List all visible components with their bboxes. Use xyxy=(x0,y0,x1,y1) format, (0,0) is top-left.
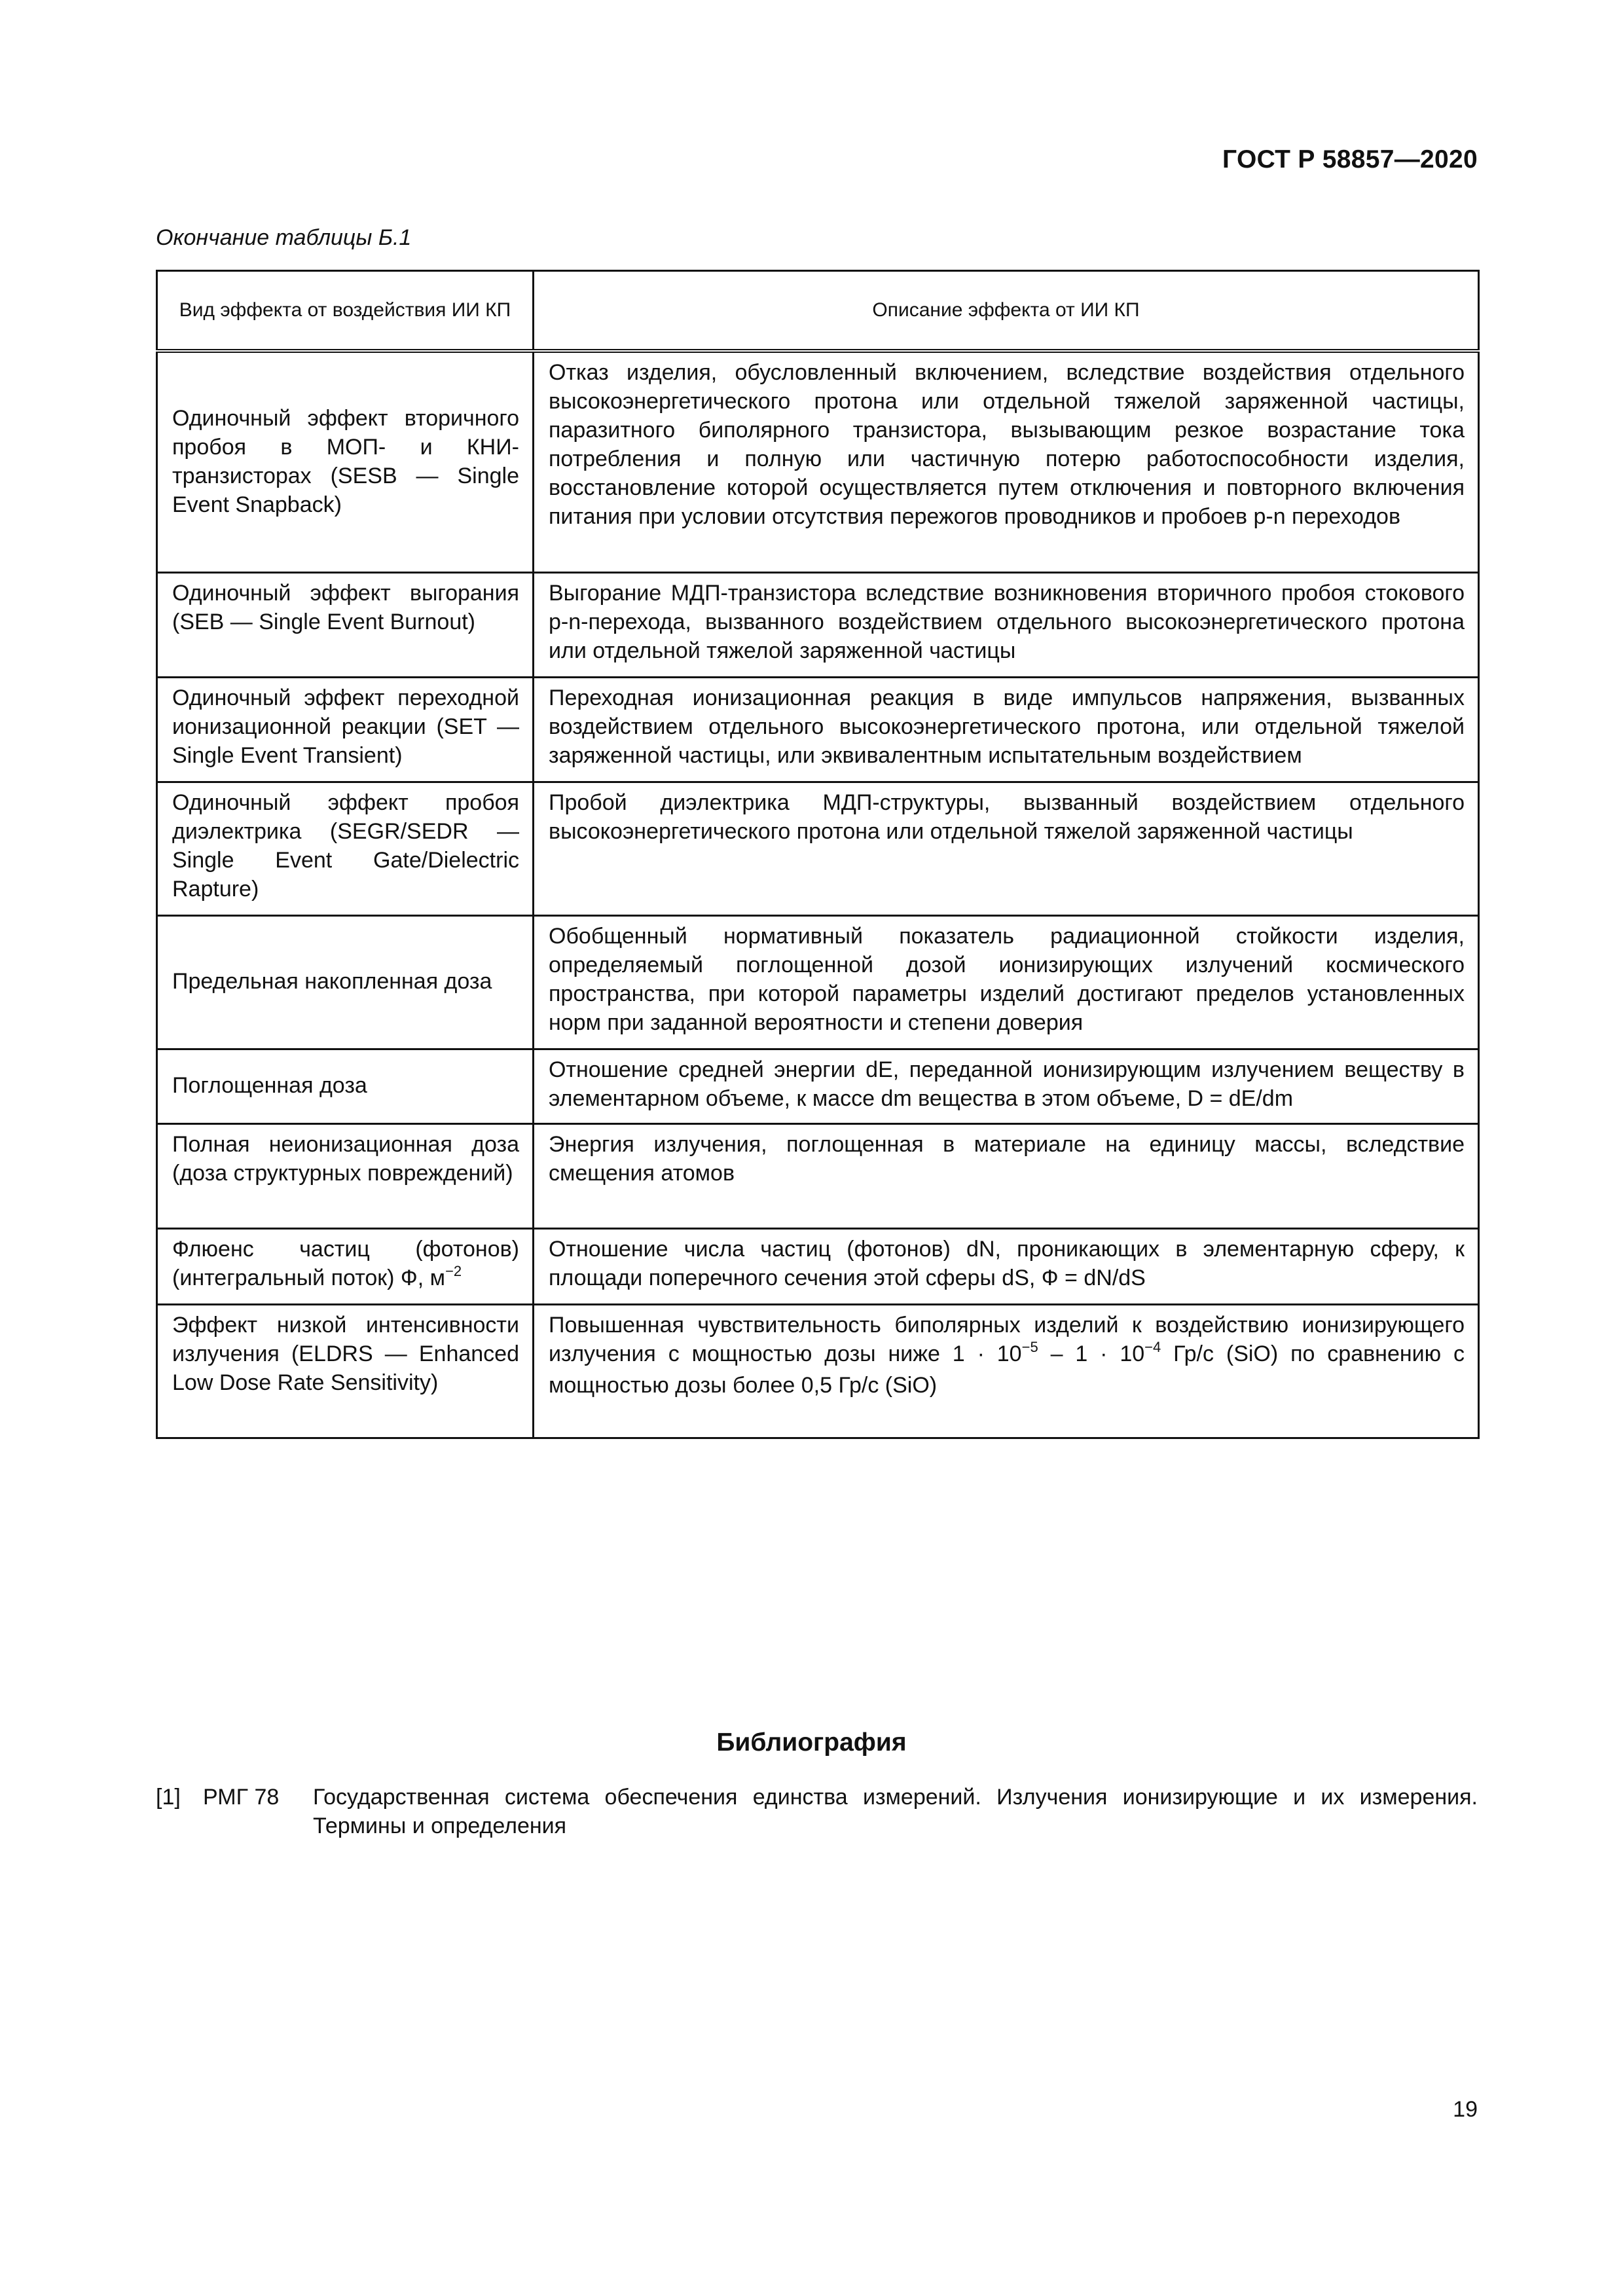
effect-description-cell xyxy=(534,1304,1479,1438)
effect-term-cell xyxy=(157,1228,534,1304)
effect-description: Отношение числа частиц (фотонов) dN, проникающих в элементарную сферу, к площади поперечного сечения этой сферы dS, Ф = dN/dS xyxy=(534,1228,1479,1304)
bibliography-entry xyxy=(156,1783,1478,1840)
table-row xyxy=(157,1123,1479,1228)
table-row xyxy=(157,782,1479,915)
table-row xyxy=(157,572,1479,677)
effect-term: Флюенс частиц (фотонов) (интегральный поток) Ф, м xyxy=(172,1236,519,1290)
effect-description-end: Гр/с (SiO) по сравнению с мощностью дозы более 0,5 Гр/с (SiO) xyxy=(549,1341,1465,1398)
effect-term: Одиночный эффект переходной ионизационной реакции (SET — Single Event Transient) xyxy=(157,677,534,782)
bibliography-title: Библиография xyxy=(716,1728,907,1757)
effect-description: Повышенная чувствительность биполярных изделий к воздействию ионизирующего излучения с мощностью дозы ниже 1 · 10 xyxy=(549,1312,1465,1366)
effect-description: Отказ изделия, обусловленный включением, вследствие воздействия отдельного высокоэнергетического протона или отдельной тяжелой заряженной частицы, паразитного биполярного транзистора, вызывающим резкое возрастание тока потребления и полную или частичную потерю работоспособности изделия, восстановление которой осуществляется путем отключения и повторного включения питания при условии отсутствия пережогов проводников и пробоев p-n переходов xyxy=(534,351,1479,572)
column-header-description: Описание эффекта от ИИ КП xyxy=(534,271,1479,352)
effect-term: Одиночный эффект вторичного пробоя в МОП- и КНИ-транзисторах (SESB — Single Event Snapback) xyxy=(157,351,534,572)
table-header-row xyxy=(157,271,1479,352)
effect-description: Обобщенный нормативный показатель радиационной стойкости изделия, определяемый поглощенной дозой ионизирующих излучений космического пространства, при которой параметры изделий достигают пределов установленных норм при заданной вероятности и степени доверия xyxy=(534,915,1479,1049)
reference-number: [1] xyxy=(156,1785,181,1810)
reference-document: РМГ 78 xyxy=(203,1785,280,1810)
effect-description: Энергия излучения, поглощенная в материале на единицу массы, вследствие смещения атомов xyxy=(534,1123,1479,1228)
exponent: −4 xyxy=(1144,1338,1161,1355)
table-row xyxy=(157,351,1479,572)
effect-description: Переходная ионизационная реакция в виде импульсов напряжения, вызванных воздействием отдельного высокоэнергетического протона, или отдельной тяжелой заряженной частицы, или эквивалентным испытательным воздействием xyxy=(534,677,1479,782)
reference-title: Государственная система обеспечения единства измерений. Излучения ионизирующие и их измерения. Термины и определения xyxy=(313,1785,1478,1838)
effect-term: Полная неионизационная доза (доза структурных повреждений) xyxy=(157,1123,534,1228)
effect-term: Одиночный эффект выгорания (SEB — Single Event Burnout) xyxy=(157,572,534,677)
effect-term: Предельная накопленная доза xyxy=(157,915,534,1049)
table-row xyxy=(157,1049,1479,1123)
effect-description: Пробой диэлектрика МДП-структуры, вызванный воздействием отдельного высокоэнергетического протона или отдельной тяжелой заряженной частицы xyxy=(534,782,1479,915)
effects-table xyxy=(156,270,1480,1439)
effect-description-cont: – 1 · 10 xyxy=(1038,1341,1145,1366)
exponent: −5 xyxy=(1021,1338,1038,1355)
table-row xyxy=(157,1304,1479,1438)
column-header-effect-type: Вид эффекта от воздействия ИИ КП xyxy=(157,271,534,352)
effect-term: Эффект низкой интенсивности излучения (ELDRS — Enhanced Low Dose Rate Sensitivity) xyxy=(157,1304,534,1438)
table-caption: Окончание таблицы Б.1 xyxy=(156,225,412,250)
table-row xyxy=(157,915,1479,1049)
effect-description: Выгорание МДП-транзистора вследствие возникновения вторичного пробоя стокового p-n-перехода, вызванного воздействием отдельного высокоэнергетического протона или отдельной тяжелой заряженной частицы xyxy=(534,572,1479,677)
unit-exponent: −2 xyxy=(445,1262,462,1279)
effect-term: Одиночный эффект пробоя диэлектрика (SEGR/SEDR — Single Event Gate/Dielectric Rapture) xyxy=(157,782,534,915)
effect-description: Отношение средней энергии dE, переданной ионизирующим излучением веществу в элементарном объеме, к массе dm вещества в этом объеме, D = dE/dm xyxy=(534,1049,1479,1123)
standard-designation: ГОСТ Р 58857—2020 xyxy=(1222,145,1478,173)
page-number: 19 xyxy=(1453,2097,1478,2122)
table-row xyxy=(157,677,1479,782)
effect-term: Поглощенная доза xyxy=(157,1049,534,1123)
table-row xyxy=(157,1228,1479,1304)
